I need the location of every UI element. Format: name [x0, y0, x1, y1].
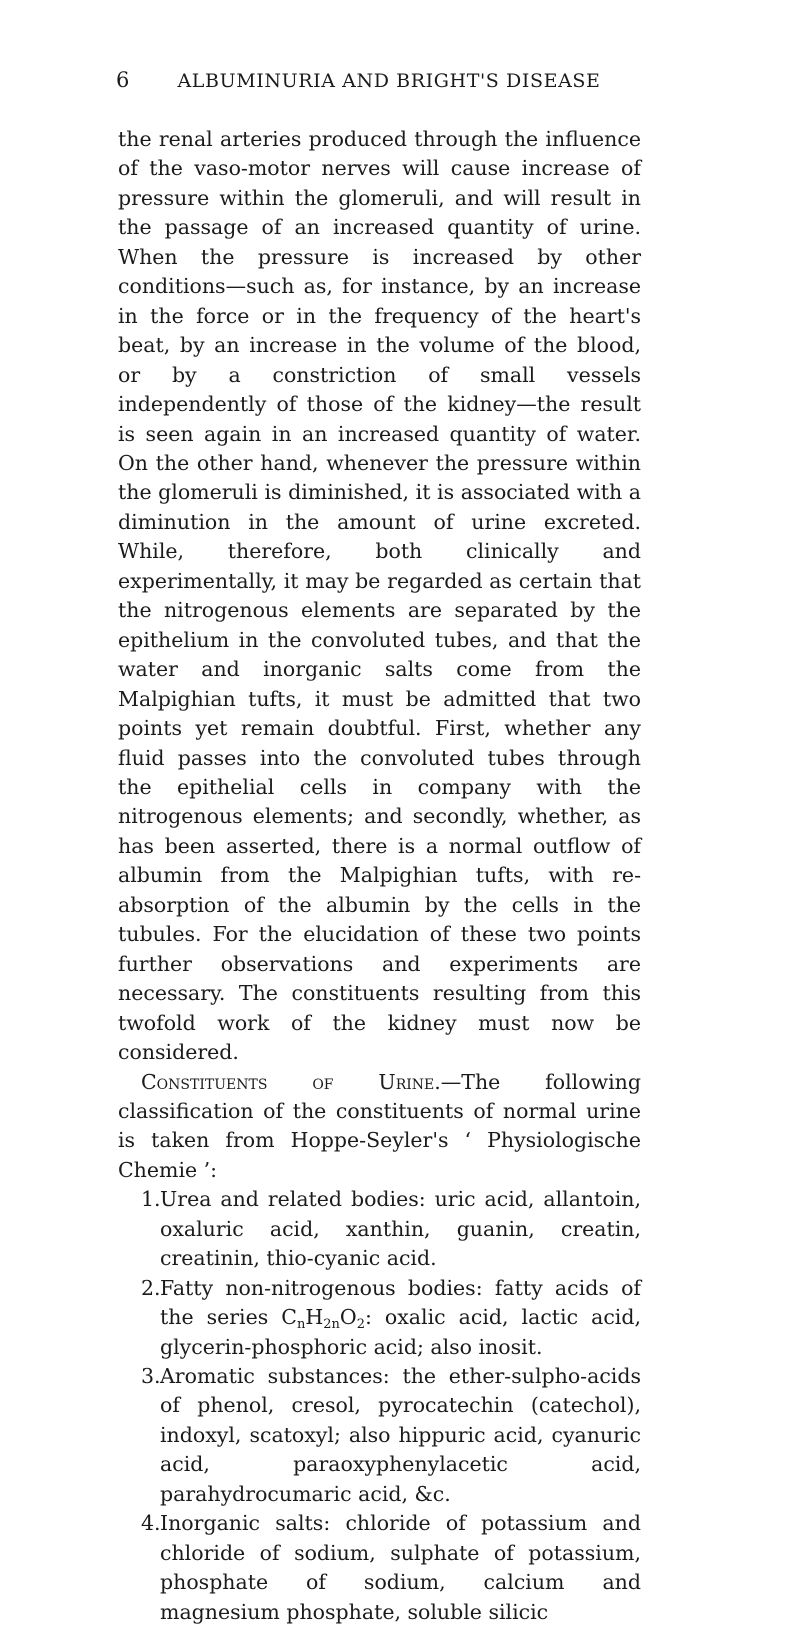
list-item: [118, 1185, 641, 1273]
running-head: ALBUMINURIA AND BRIGHT'S DISEASE: [177, 70, 601, 92]
paragraph: the renal arteries produced through the influence of the vaso-motor nerves will cause increase of pressure within the glomeruli, and will result in the passage of an increased quantity of urine. When the pressure is increased by other conditions—such as, for instance, by an increase in the force or in the frequency of the heart's beat, by an increase in the volume of the blood, or by a constriction of small vessels independently of those of the kidney—the result is seen again in an increased quantity of water. On the other hand, whenever the pressure within the glomeruli is diminished, it is associated with a diminution in the amount of urine excreted. While, therefore, both clinically and experimentally, it may be regarded as certain that the nitrogenous elements are separated by the epithelium in the convoluted tubes, and that the water and inorganic salts come from the Malpighian tufts, it must be admitted that two points yet remain doubtful. First, whether any fluid passes into the convoluted tubes through the epithelial cells in company with the nitrogenous elements; and secondly, whether, as has been asserted, there is a normal outflow of albumin from the Malpighian tufts, with re-absorption of the albumin by the cells in the tubules. For the elucidation of these two points further observations and experiments are necessary. The constituents resulting from this twofold work of the kidney must now be considered.: [118, 127, 641, 1065]
list-item-number: 2.: [141, 1275, 161, 1300]
list-item-number: 4.: [141, 1511, 161, 1536]
formula-part: O: [339, 1305, 357, 1330]
section-heading: Constituents of Urine.: [141, 1069, 441, 1094]
list-item: [118, 1509, 641, 1627]
list-item-text: [160, 1276, 641, 1359]
list-item-text: Urea and related bodies: uric acid, allantoin, oxaluric acid, xanthin, guanin, creatin, creatinin, thio-cyanic acid.: [160, 1187, 641, 1271]
list-item-text: Aromatic substances: the ether-sulpho-acids of phenol, cresol, pyrocatechin (catechol), indoxyl, scatoxyl; also hippuric acid, cyanuric acid, paraoxyphenylacetic acid, parahydrocumaric acid, &c.: [160, 1364, 641, 1506]
formula-part: H: [305, 1305, 324, 1330]
formula-suffix: : oxalic acid, lactic acid, glycerin-phosphoric acid; also inosit.: [160, 1305, 641, 1359]
section-paragraph: [118, 1068, 641, 1186]
section-intro: —The following classification of the constituents of normal urine is taken from Hoppe-Seyler's ‘ Physiologische Chemie ’:: [118, 1069, 641, 1182]
constituents-list: [118, 1185, 641, 1627]
body-text: [118, 125, 641, 1627]
list-item-number: 1.: [141, 1187, 161, 1212]
list-item: [118, 1274, 641, 1362]
formula-subscript: n: [296, 1317, 306, 1333]
page-header: [116, 68, 640, 104]
list-item-text: Inorganic salts: chloride of potassium and chloride of sodium, sulphate of potassium, phosphate of sodium, calcium and magnesium phosphate, soluble silicic: [160, 1511, 641, 1624]
list-item-number: 3.: [141, 1364, 161, 1389]
formula-subscript: 2n: [323, 1317, 340, 1333]
formula-subscript: 2: [356, 1317, 365, 1333]
list-item: [118, 1362, 641, 1509]
formula-prefix: Fatty non-nitrogenous bodies: fatty acids of the series C: [160, 1275, 641, 1330]
page-number: 6: [116, 68, 130, 92]
